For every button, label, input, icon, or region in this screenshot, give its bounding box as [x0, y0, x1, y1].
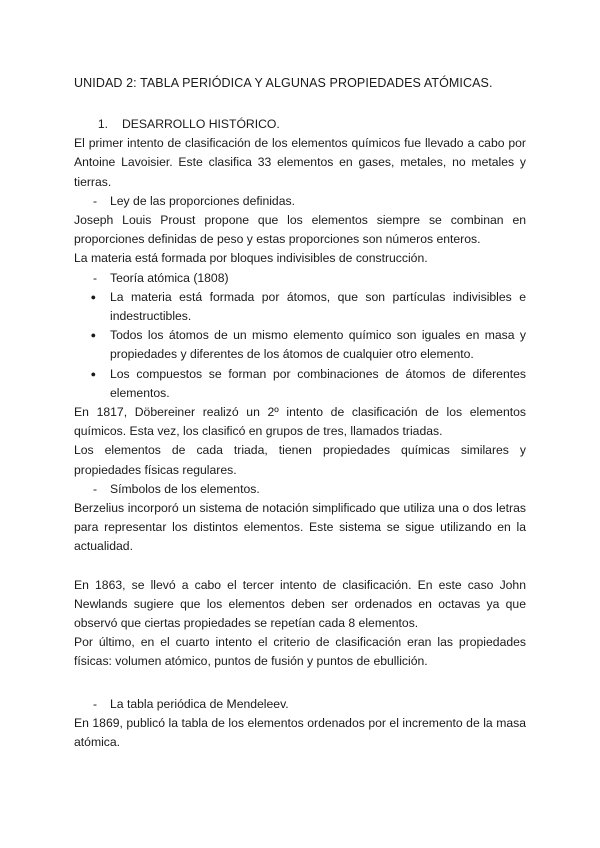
- dash-marker: -: [92, 696, 97, 711]
- bullet-icon: ●: [90, 330, 96, 341]
- spacer: [74, 672, 526, 695]
- paragraph-triads: Los elementos de cada triada, tienen propiedades químicas similares y propiedades físicas regulares.: [74, 443, 526, 477]
- bullet-text: Todos los átomos de un mismo elemento químico son iguales en masa y propiedades y diferentes de los átomos de cualquier otro elemento.: [110, 328, 526, 362]
- dash-item-symbols: [74, 480, 526, 499]
- bullet-icon: ●: [90, 368, 96, 379]
- dash-marker: -: [92, 481, 97, 496]
- dash-item-text: La tabla periódica de Mendeleev.: [110, 696, 289, 711]
- paragraph-matter: La materia está formada por bloques indivisibles de construcción.: [74, 251, 428, 266]
- dash-item-atomic-theory: [74, 269, 526, 288]
- section-number: 1.: [97, 117, 108, 131]
- section-title: DESARROLLO HISTÓRICO.: [122, 117, 280, 131]
- bullet-text: Los compuestos se forman por combinaciones de átomos de diferentes elementos.: [110, 366, 526, 400]
- paragraph-newlands: En 1863, se llevó a cabo el tercer intento de clasificación. En este caso John Newlands sugiere que los elementos deben ser ordenados en octavas ya que observó que ciertas propiedades se repetían cada 8 elementos.: [74, 577, 526, 631]
- dash-item-mendeleev: [74, 695, 526, 714]
- dash-item-text: Ley de las proporciones definidas.: [110, 193, 295, 208]
- section-heading: [74, 115, 526, 134]
- bullet-icon: ●: [90, 291, 96, 302]
- paragraph-dobereiner: En 1817, Döbereiner realizó un 2º intento de clasificación de los elementos químicos. Esta vez, los clasificó en grupos de tres, llamados triadas.: [74, 405, 526, 439]
- dash-marker: -: [92, 270, 97, 285]
- document-body: [74, 115, 526, 752]
- bullet-item: [74, 326, 526, 364]
- dash-marker: -: [92, 193, 97, 208]
- paragraph-berzelius: Berzelius incorporó un sistema de notación simplificado que utiliza una o dos letras para representar los distintos elementos. Este sistema se sigue utilizando en la actualidad.: [74, 501, 526, 554]
- dash-item-text: Teoría atómica (1808): [110, 270, 229, 285]
- bullet-text: La materia está formada por átomos, que son partículas indivisibles e indestructibles.: [110, 289, 526, 324]
- dash-item-proportions: [74, 192, 526, 211]
- dash-item-text: Símbolos de los elementos.: [110, 481, 260, 496]
- paragraph-proust: Joseph Louis Proust propone que los elementos siempre se combinan en proporciones definidas de peso y estas proporciones son números enteros.: [74, 213, 526, 247]
- bullet-item: [74, 365, 526, 403]
- paragraph-1869: En 1869, publicó la tabla de los elementos ordenados por el incremento de la masa atómica.: [74, 715, 526, 750]
- page-title: UNIDAD 2: TABLA PERIÓDICA Y ALGUNAS PROPIEDADES ATÓMICAS.: [74, 76, 493, 90]
- paragraph-fourth-attempt: Por último, en el cuarto intento el criterio de clasificación eran las propiedades físicas: volumen atómico, puntos de fusión y puntos de ebullición.: [74, 635, 526, 669]
- bullet-item: [74, 288, 526, 326]
- spacer: [74, 557, 526, 576]
- paragraph-lavoisier: El primer intento de clasificación de los elementos químicos fue llevado a cabo por Antoine Lavoisier. Este clasifica 33 elementos en gases, metales, no metales y tierras.: [74, 136, 526, 189]
